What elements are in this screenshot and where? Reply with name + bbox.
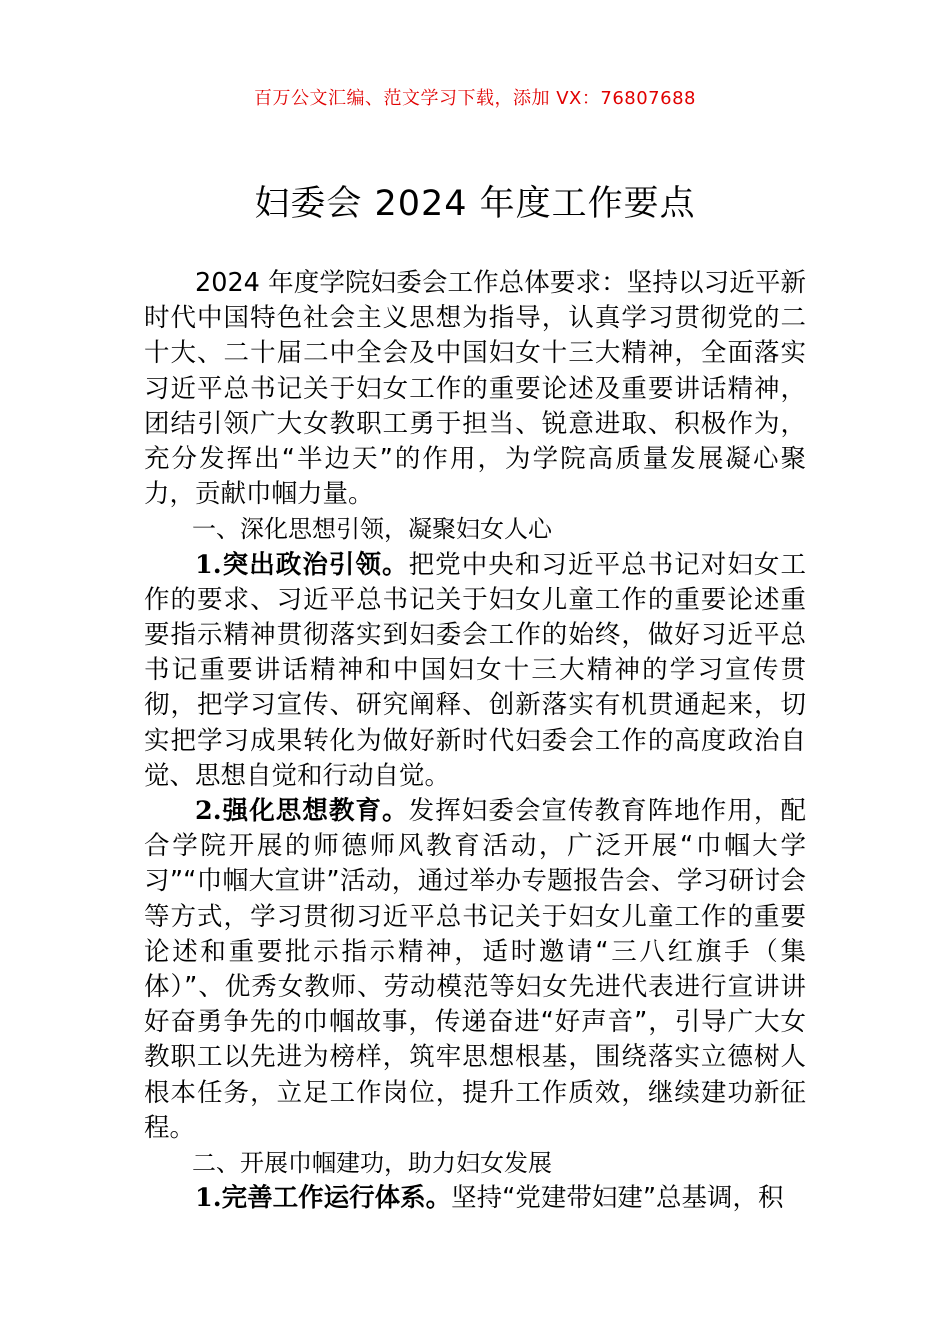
section-heading-1: 一、深化思想引领，凝聚妇女人心 (192, 515, 552, 544)
document-title: 妇委会 2024 年度工作要点 (254, 184, 696, 224)
section2-item1-text: 坚持“党建带妇建”总基调，积 (451, 1183, 784, 1214)
document-body (144, 266, 806, 1216)
section1-item1-text: 把党中央和习近平总书记对妇女工作的要求、习近平总书记关于妇女儿童工作的重要论述重要指示精神贯彻落实到妇委会工作的始终，做好习近平总书记重要讲话精神和中国妇女十三大精神的学习宣传贯彻，把学习宣传、研究阐释、创新落实有机贯通起来，切实把学习成果转化为做好新时代妇委会工作的高度政治自觉、思想自觉和行动自觉。 (144, 549, 806, 791)
section1-item1-paragraph (144, 548, 806, 794)
section2-item1-paragraph (144, 1181, 806, 1216)
intro-paragraph: 2024 年度学院妇委会工作总体要求：坚持以习近平新时代中国特色社会主义思想为指导，认真学习贯彻党的二十大、二十届二中全会及中国妇女十三大精神，全面落实习近平总书记关于妇女工作的重要论述及重要讲话精神，团结引领广大女教职工勇于担当、锐意进取、积极作为，充分发挥出“半边天”的作用，为学院高质量发展凝心聚力，贡献巾帼力量。 (144, 268, 806, 510)
header-promo-note: 百万公文汇编、范文学习下载，添加 VX：76807688 (254, 88, 696, 109)
section1-item2-lead: 2.强化思想教育。 (195, 796, 409, 827)
section1-item2-paragraph (144, 794, 806, 1146)
section-heading-2: 二、开展巾帼建功，助力妇女发展 (192, 1149, 552, 1178)
section1-item2-text: 发挥妇委会宣传教育阵地作用，配合学院开展的师德师风教育活动，广泛开展“巾帼大学习”“巾帼大宣讲”活动，通过举办专题报告会、学习研讨会等方式，学习贯彻习近平总书记关于妇女儿童工作的重要论述和重要批示指示精神，适时邀请“三八红旗手（集体）”、优秀女教师、劳动模范等妇女先进代表进行宣讲讲好奋勇争先的巾帼故事，传递奋进“好声音”，引导广大女教职工以先进为榜样，筑牢思想根基，围绕落实立德树人根本任务，立足工作岗位，提升工作质效，继续建功新征程。 (144, 796, 806, 1143)
section1-item1-lead: 1.突出政治引领。 (195, 549, 409, 580)
section2-item1-lead: 1.完善工作运行体系。 (195, 1183, 452, 1214)
